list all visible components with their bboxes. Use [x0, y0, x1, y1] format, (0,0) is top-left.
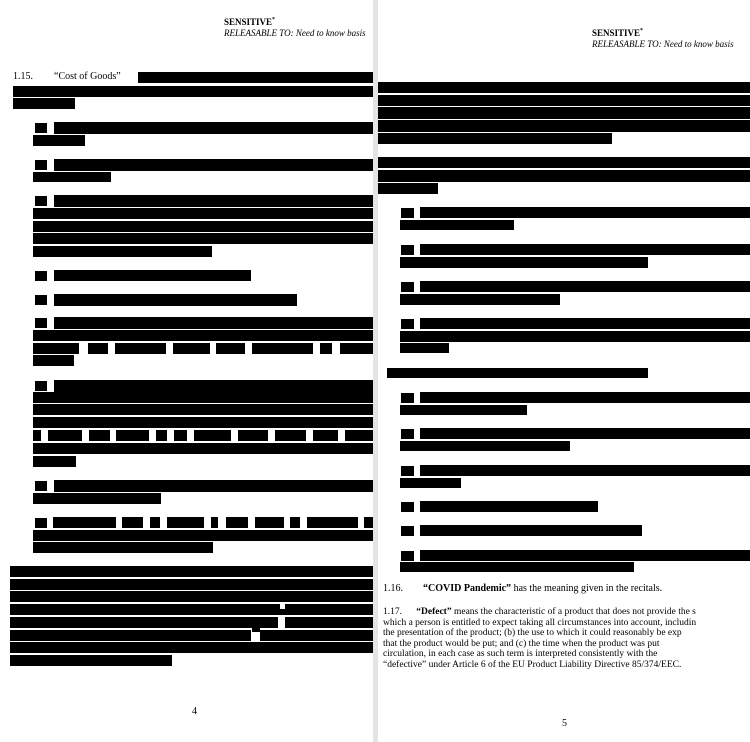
right-redaction-bar [378, 183, 438, 194]
left-redaction-bar [167, 517, 204, 528]
left-redaction-bar [260, 630, 373, 641]
classification-label: SENSITIVE* [592, 28, 644, 38]
left-redaction-bar [138, 72, 373, 83]
right-redaction-bar [420, 318, 750, 329]
right-redaction-bar [401, 208, 414, 218]
right-redaction-bar [378, 107, 750, 119]
left-redaction-bar [10, 655, 172, 666]
left-redaction-bar [35, 196, 47, 206]
left-redaction-bar [13, 98, 75, 109]
left-redaction-bar [35, 160, 47, 170]
left-redaction-bar [54, 317, 373, 329]
left-redaction-bar [156, 430, 167, 441]
left-redaction-bar [10, 566, 373, 577]
defined-term: “Cost of Goods” [54, 71, 121, 82]
left-redaction-bar [307, 517, 358, 528]
header-block [592, 26, 734, 50]
right-redaction-bar [401, 526, 414, 536]
left-redaction-bar [89, 430, 110, 441]
page-5 [378, 0, 750, 742]
right-redaction-bar [420, 281, 750, 292]
defect-definition: 1.17. “Defect” means the characteristic of a product that does not provide the s which a person is entitled to expect taking all circumstances into account, includin the presentation of the product; (b) the use to which it could reasonably be exp that the product would be put; and (c) the time when the product was put circulation, in each case as such term is interpreted consistently with the “defective” under Article 6 of the EU Product Liability Directive 85/374/EEC. [383, 607, 697, 670]
releasable-label: RELEASABLE TO: Need to know basis [592, 39, 734, 49]
left-redaction-bar [33, 542, 213, 553]
left-redaction-bar [320, 343, 332, 354]
right-redaction-bar [400, 343, 449, 353]
right-redaction-bar [400, 562, 634, 572]
page-number: 5 [562, 718, 567, 729]
left-redaction-bar [216, 343, 245, 354]
left-redaction-bar [115, 343, 166, 354]
left-redaction-bar [275, 430, 306, 441]
page-number: 4 [192, 706, 197, 717]
right-redaction-bar [401, 393, 414, 403]
right-redaction-bar [420, 207, 750, 218]
classification-label: SENSITIVE* [224, 17, 276, 27]
left-redaction-bar [35, 481, 47, 491]
left-redaction-bar [54, 480, 373, 492]
right-redaction-bar [401, 282, 414, 292]
left-redaction-bar [35, 318, 47, 328]
left-redaction-bar [211, 517, 218, 528]
left-redaction-bar [10, 591, 373, 602]
left-redaction-bar [33, 135, 85, 146]
left-redaction-bar [33, 221, 373, 232]
left-redaction-bar [10, 630, 251, 641]
left-redaction-bar [33, 355, 74, 366]
left-redaction-bar [33, 208, 373, 219]
left-redaction-bar [116, 430, 149, 441]
right-redaction-bar [378, 95, 750, 106]
left-redaction-bar [53, 517, 116, 528]
left-redaction-bar [33, 456, 76, 467]
left-redaction-bar [173, 343, 210, 354]
left-redaction-bar [345, 430, 373, 441]
left-redaction-bar [33, 330, 373, 341]
left-redaction-bar [174, 430, 187, 441]
left-redaction-bar [226, 517, 248, 528]
left-redaction-bar [35, 123, 47, 133]
left-redaction-bar [33, 343, 79, 354]
right-redaction-bar [387, 368, 648, 378]
right-redaction-bar [378, 82, 750, 93]
left-redaction-bar [54, 294, 297, 306]
left-redaction-bar [33, 443, 373, 454]
left-redaction-bar [33, 172, 111, 182]
right-redaction-bar [401, 551, 414, 561]
left-redaction-bar [54, 122, 373, 134]
left-redaction-bar [33, 530, 373, 541]
left-redaction-bar [13, 86, 373, 97]
left-redaction-bar [33, 493, 161, 504]
right-redaction-bar [420, 428, 750, 439]
header-block [224, 15, 366, 39]
right-redaction-bar [401, 245, 414, 255]
left-redaction-bar [313, 430, 338, 441]
left-redaction-bar [10, 604, 280, 615]
left-redaction-bar [10, 617, 278, 628]
left-redaction-bar [252, 343, 313, 354]
left-redaction-bar [285, 604, 373, 615]
right-redaction-bar [400, 220, 514, 230]
right-redaction-bar [400, 441, 570, 451]
right-redaction-bar [420, 465, 750, 476]
right-redaction-bar [378, 157, 750, 168]
left-redaction-bar [35, 381, 47, 391]
right-redaction-bar [401, 502, 414, 512]
right-redaction-bar [378, 170, 750, 182]
left-redaction-bar [122, 517, 143, 528]
right-redaction-bar [420, 392, 750, 403]
left-redaction-bar [35, 295, 47, 305]
releasable-label: RELEASABLE TO: Need to know basis [224, 28, 366, 38]
left-redaction-bar [10, 579, 373, 590]
right-redaction-bar [401, 429, 414, 439]
right-redaction-bar [378, 120, 750, 132]
left-redaction-bar [48, 430, 82, 441]
left-redaction-bar [35, 271, 47, 281]
right-redaction-bar [378, 133, 612, 144]
left-redaction-bar [33, 233, 373, 244]
left-redaction-bar [54, 195, 373, 207]
left-redaction-bar [33, 430, 41, 441]
right-redaction-bar [400, 405, 527, 415]
section-number: 1.16. [383, 583, 403, 594]
left-redaction-bar [33, 392, 373, 403]
left-redaction-bar [290, 517, 300, 528]
left-redaction-bar [278, 609, 285, 615]
left-redaction-bar [54, 380, 373, 392]
left-redaction-bar [255, 517, 284, 528]
right-redaction-bar [401, 319, 414, 329]
left-redaction-bar [33, 417, 373, 428]
left-redaction-bar [88, 343, 108, 354]
section-number: 1.15. [13, 71, 33, 82]
left-redaction-bar [238, 430, 268, 441]
covid-definition: “COVID Pandemic” has the meaning given in the recitals. [423, 583, 663, 594]
left-redaction-bar [364, 517, 373, 528]
left-redaction-bar [252, 624, 260, 632]
right-redaction-bar [400, 294, 560, 305]
left-redaction-bar [285, 617, 373, 628]
right-redaction-bar [401, 466, 414, 476]
left-redaction-bar [54, 270, 251, 281]
left-redaction-bar [10, 642, 373, 653]
right-redaction-bar [420, 550, 750, 561]
right-redaction-bar [420, 525, 642, 536]
right-redaction-bar [400, 478, 461, 488]
left-redaction-bar [340, 343, 373, 354]
right-redaction-bar [400, 331, 750, 342]
left-redaction-bar [194, 430, 231, 441]
page-4 [0, 0, 373, 742]
left-redaction-bar [35, 518, 47, 528]
right-redaction-bar [420, 244, 750, 255]
left-redaction-bar [33, 404, 373, 415]
left-redaction-bar [33, 246, 212, 257]
left-redaction-bar [150, 517, 160, 528]
left-redaction-bar [54, 159, 373, 171]
right-redaction-bar [400, 257, 648, 268]
right-redaction-bar [420, 501, 598, 512]
